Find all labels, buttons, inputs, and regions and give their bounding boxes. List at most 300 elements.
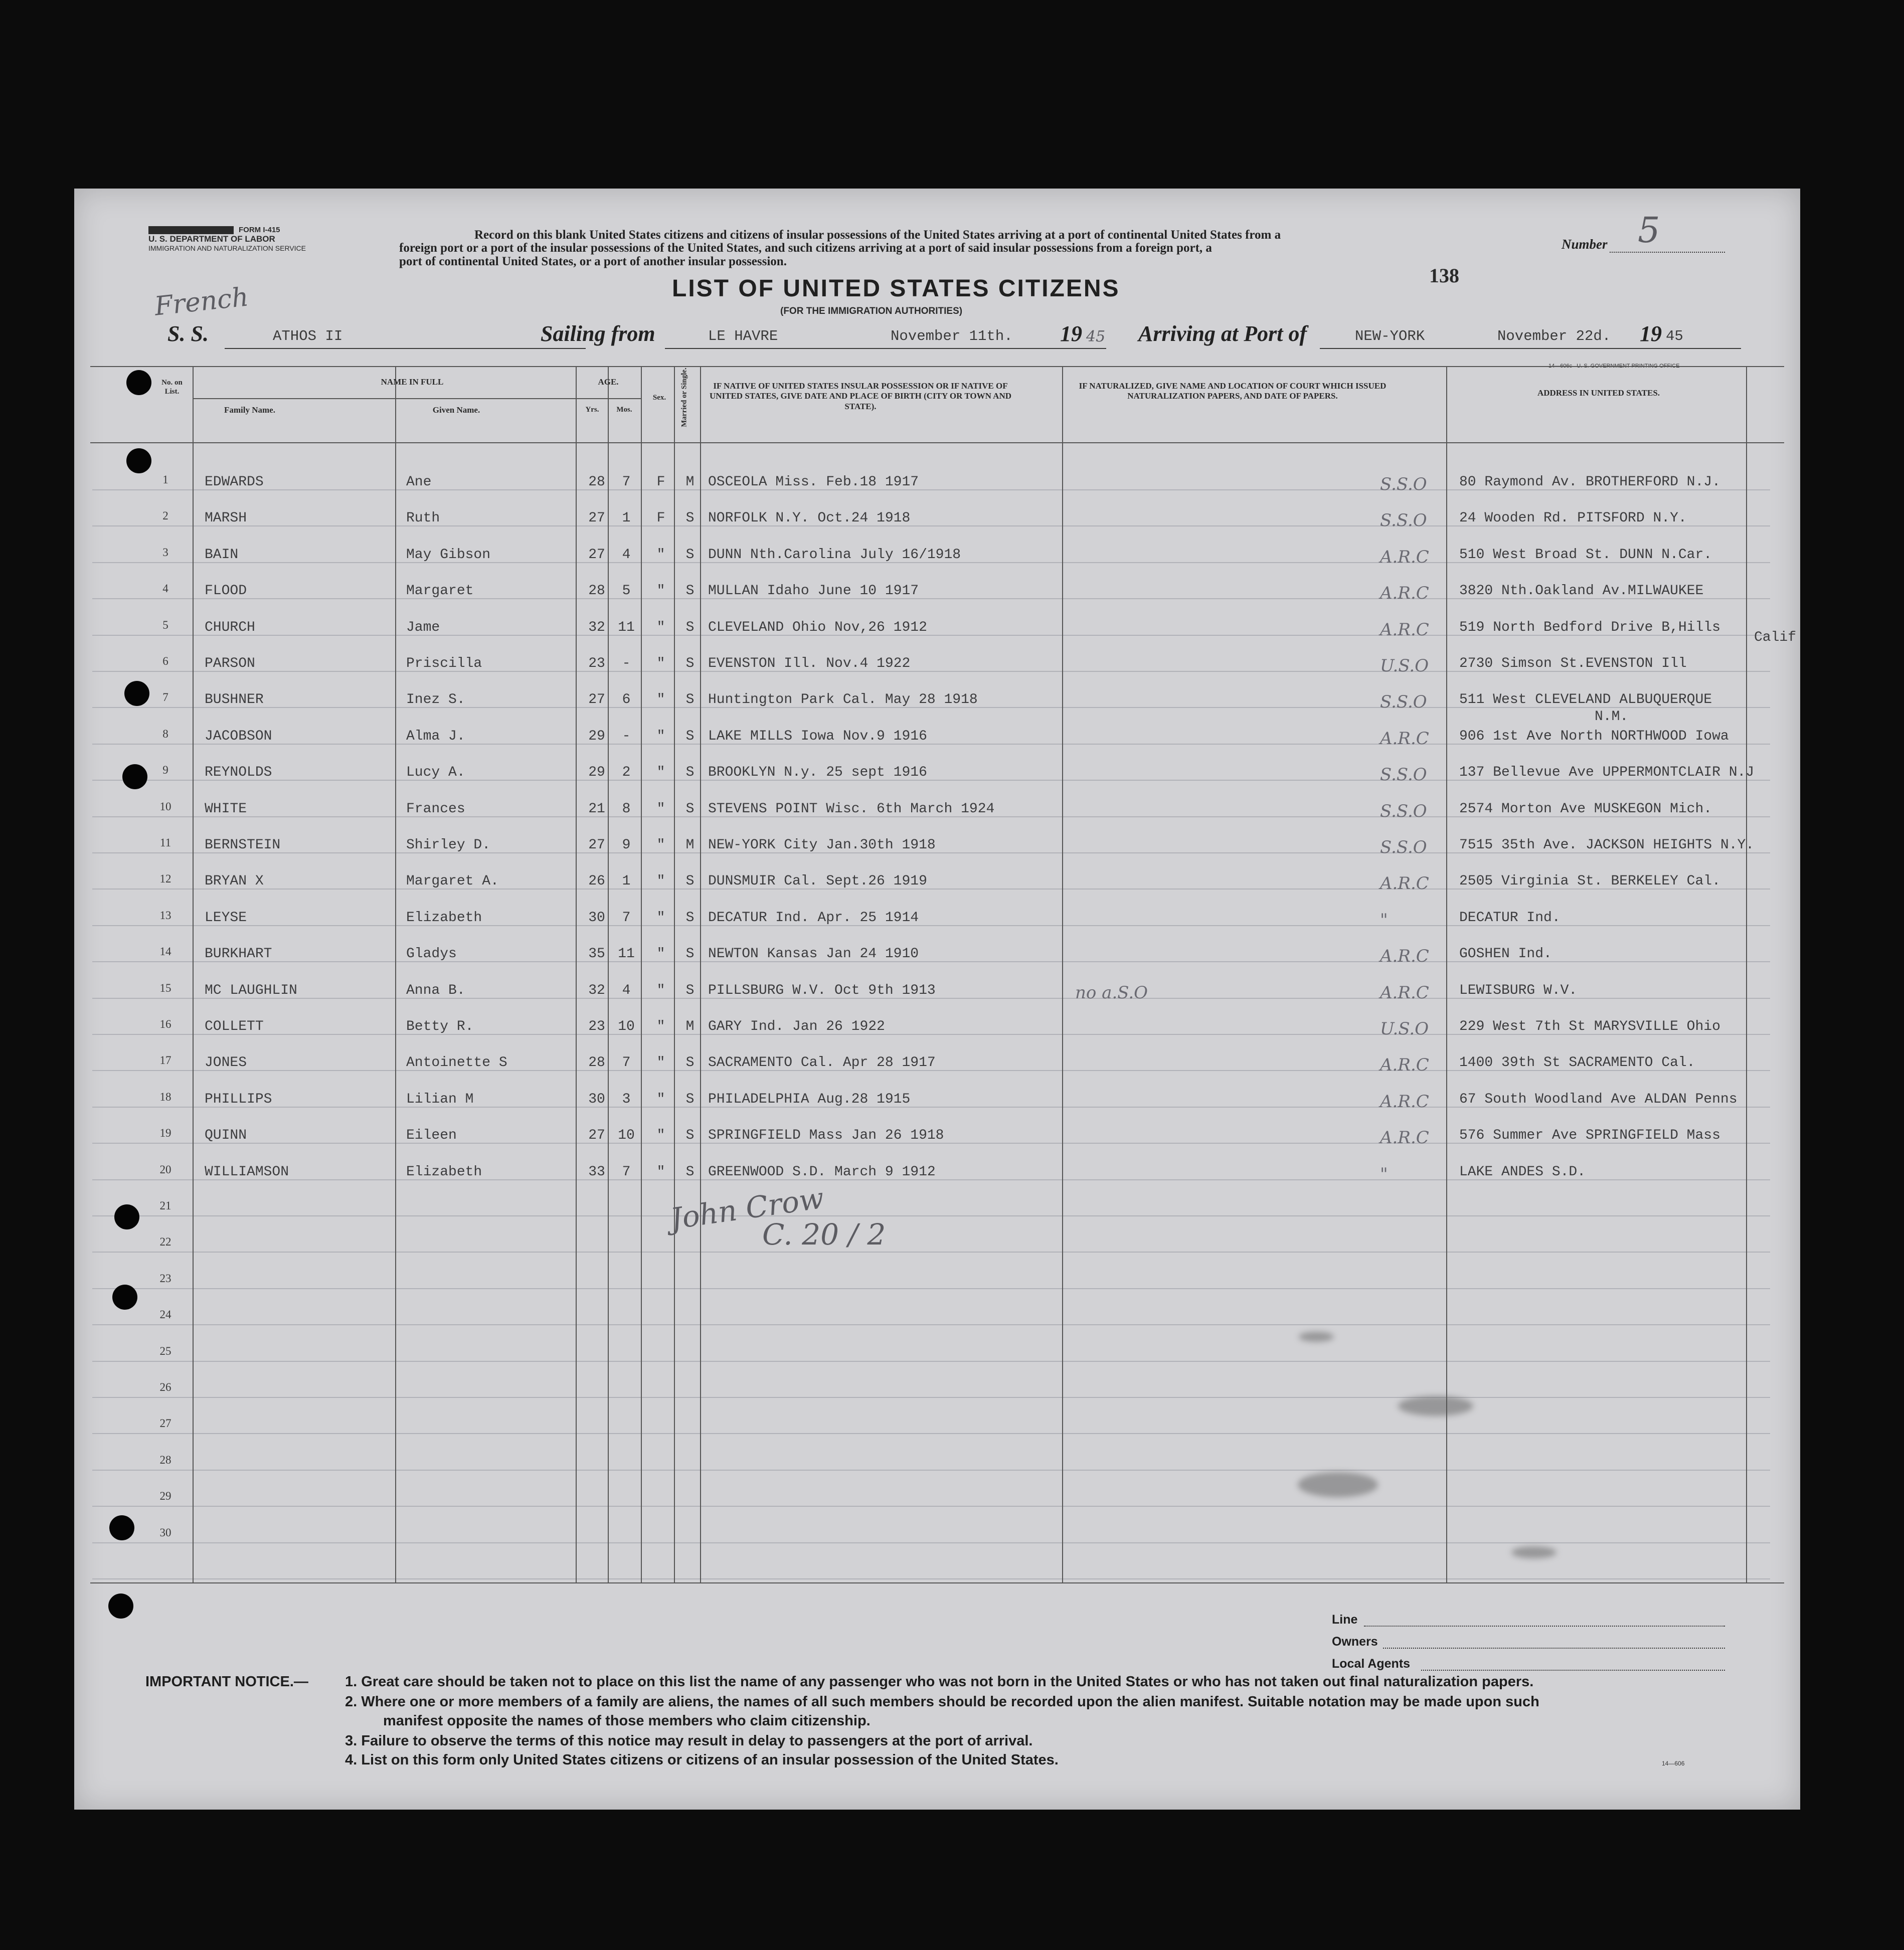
- marital-status-cell: S: [685, 1055, 695, 1071]
- sex-cell: ": [656, 837, 665, 853]
- name-subheader-border: [193, 398, 633, 399]
- marital-status-cell: S: [685, 692, 695, 708]
- sex-cell: ": [656, 583, 665, 599]
- address-overflow-nm: N.M.: [1595, 709, 1629, 725]
- ruled-line: [92, 1506, 1770, 1507]
- citizenship-mark-cell: A.R.C: [1380, 1128, 1429, 1148]
- sex-cell: ": [656, 619, 665, 635]
- address-cell: LAKE ANDES S.D.: [1459, 1164, 1586, 1180]
- given-name-cell: Anna B.: [406, 982, 465, 998]
- sex-cell: ": [656, 946, 665, 962]
- family-name-cell: BUSHNER: [205, 692, 264, 708]
- family-name-cell: BERNSTEIN: [205, 837, 281, 853]
- family-name-cell: CHURCH: [205, 619, 255, 635]
- given-name-cell: Shirley D.: [406, 837, 491, 853]
- marital-status-cell: S: [685, 765, 695, 781]
- col-naturalized: IF NATURALIZED, GIVE NAME AND LOCATION OF COURT WHICH ISSUED NATURALIZATION PAPERS, AND DATE OF PAPERS.: [1079, 381, 1387, 401]
- col-birthplace: IF NATIVE OF UNITED STATES INSULAR POSSESSION OR IF NATIVE OF UNITED STATES, GIVE DATE AND PLACE OF BIRTH (CITY OR TOWN AND STATE).: [709, 381, 1012, 411]
- col-family-name: Family Name.: [224, 405, 275, 415]
- family-name-cell: EDWARDS: [205, 474, 264, 490]
- arriving-label: Arriving at Port of: [1138, 321, 1307, 346]
- family-name-cell: WILLIAMSON: [205, 1164, 289, 1180]
- age-years-cell: 23: [588, 1019, 605, 1034]
- family-name-cell: JONES: [205, 1055, 247, 1071]
- row-number: 27: [159, 1417, 171, 1430]
- arrival-port: NEW-YORK: [1355, 328, 1425, 344]
- marital-status-cell: M: [685, 837, 695, 853]
- row-number: 24: [159, 1308, 171, 1321]
- header-bottom-border: [90, 442, 1784, 443]
- intro-line: foreign port or a port of the insular possessions of the United States, and such citizens arriving at a port of said insular possessions from a foreign port, a: [399, 241, 1212, 255]
- age-years-cell: 23: [588, 656, 605, 671]
- citizenship-mark-cell: A.R.C: [1380, 619, 1429, 640]
- sex-cell: ": [656, 982, 665, 998]
- address-cell: GOSHEN Ind.: [1459, 946, 1552, 962]
- birthplace-cell: SACRAMENTO Cal. Apr 28 1917: [708, 1055, 936, 1071]
- family-name-cell: COLLETT: [205, 1019, 264, 1034]
- row-number: 17: [159, 1054, 171, 1067]
- number-field: [1562, 237, 1608, 252]
- marital-status-cell: S: [685, 510, 695, 526]
- address-cell: 67 South Woodland Ave ALDAN Penns: [1459, 1091, 1738, 1107]
- col-age-mos: Mos.: [616, 406, 632, 414]
- row-number: 8: [162, 727, 168, 740]
- age-months-cell: 8: [622, 801, 631, 817]
- age-years-cell: 32: [588, 982, 605, 998]
- birthplace-cell: OSCEOLA Miss. Feb.18 1917: [708, 474, 919, 490]
- birthplace-cell: DUNN Nth.Carolina July 16/1918: [708, 547, 961, 563]
- address-cell: 3820 Nth.Oakland Av.MILWAUKEE: [1459, 583, 1704, 599]
- footer-owners-label: Owners: [1332, 1635, 1378, 1649]
- sex-cell: ": [656, 1128, 665, 1144]
- address-cell: 137 Bellevue Ave UPPERMONTCLAIR N.J: [1459, 765, 1755, 781]
- citizenship-mark-cell: A.R.C: [1380, 873, 1429, 894]
- address-cell: 906 1st Ave North NORTHWOOD Iowa: [1459, 728, 1729, 744]
- row-number: 2: [162, 509, 168, 522]
- sex-cell: F: [656, 510, 665, 526]
- given-name-cell: Margaret A.: [406, 873, 499, 890]
- age-months-cell: 1: [622, 873, 631, 890]
- birthplace-cell: DECATUR Ind. Apr. 25 1914: [708, 910, 919, 926]
- marital-status-cell: S: [685, 619, 695, 635]
- page-subtitle: (FOR THE IMMIGRATION AUTHORITIES): [780, 306, 963, 316]
- notice-2-cont: manifest opposite the names of those members who claim citizenship.: [383, 1713, 871, 1729]
- marital-status-cell: S: [685, 873, 695, 890]
- address-cell: 511 West CLEVELAND ALBUQUERQUE: [1459, 692, 1712, 708]
- sex-cell: F: [656, 474, 665, 490]
- address-cell: 2730 Simson St.EVENSTON Ill: [1459, 656, 1687, 671]
- arrival-date: November 22d.: [1497, 328, 1611, 344]
- col-divider: [193, 367, 194, 1582]
- sex-cell: ": [656, 1164, 665, 1180]
- birthplace-cell: STEVENS POINT Wisc. 6th March 1924: [708, 801, 995, 817]
- punch-hole: [126, 448, 151, 473]
- family-name-cell: BAIN: [205, 547, 239, 563]
- ruled-line: [92, 1324, 1770, 1325]
- age-months-cell: 4: [622, 982, 631, 998]
- age-months-cell: 10: [618, 1128, 635, 1144]
- ink-smudge: [1398, 1396, 1473, 1416]
- intro-text: [399, 229, 1568, 268]
- age-months-cell: 1: [622, 510, 631, 526]
- ink-smudge: [1298, 1472, 1378, 1497]
- number-value: 5: [1638, 210, 1660, 251]
- marital-status-cell: S: [685, 656, 695, 671]
- age-months-cell: 11: [618, 619, 635, 635]
- manifest-page: [74, 189, 1800, 1810]
- given-name-cell: Gladys: [406, 946, 457, 962]
- page-number: 138: [1429, 264, 1459, 287]
- citizenship-mark-cell: A.R.C: [1380, 728, 1429, 749]
- family-name-cell: JACOBSON: [205, 728, 272, 744]
- citizenship-mark-cell: ": [1380, 1164, 1388, 1184]
- notice-3: 3. Failure to observe the terms of this notice may result in delay to passengers at the port of arrival.: [345, 1733, 1033, 1749]
- notice-2: 2. Where one or more members of a family are aliens, the names of all such members should be recorded upon the alien manifest. Suitable notation may be made upon such: [345, 1694, 1539, 1710]
- department-block: [148, 226, 369, 252]
- birthplace-cell: NEW-YORK City Jan.30th 1918: [708, 837, 936, 853]
- age-years-cell: 27: [588, 1128, 605, 1144]
- birthplace-cell: DUNSMUIR Cal. Sept.26 1919: [708, 873, 927, 890]
- address-cell: 80 Raymond Av. BROTHERFORD N.J.: [1459, 474, 1720, 490]
- sex-cell: ": [656, 873, 665, 890]
- citizenship-mark-cell: ": [1380, 910, 1388, 930]
- col-address: ADDRESS IN UNITED STATES.: [1537, 388, 1660, 398]
- row-number: 4: [162, 582, 168, 595]
- table-top-border: [90, 366, 1784, 367]
- age-years-cell: 35: [588, 946, 605, 962]
- age-years-cell: 27: [588, 510, 605, 526]
- age-years-cell: 27: [588, 547, 605, 563]
- birthplace-cell: GREENWOOD S.D. March 9 1912: [708, 1164, 936, 1180]
- address-cell: 7515 35th Ave. JACKSON HEIGHTS N.Y.: [1459, 837, 1755, 853]
- ruled-line: [92, 1215, 1770, 1216]
- sex-cell: ": [656, 765, 665, 781]
- footer-form-code: 14—606: [1662, 1760, 1685, 1767]
- ink-smudge: [1299, 1332, 1334, 1342]
- given-name-cell: Betty R.: [406, 1019, 474, 1034]
- address-cell: DECATUR Ind.: [1459, 910, 1561, 926]
- footer-agents-field: [1421, 1670, 1725, 1671]
- age-months-cell: 2: [622, 765, 631, 781]
- department-name: U. S. DEPARTMENT OF LABOR: [148, 234, 275, 244]
- address-cell: 510 West Broad St. DUNN N.Car.: [1459, 547, 1712, 563]
- row-number: 22: [159, 1235, 171, 1249]
- marital-status-cell: S: [685, 583, 695, 599]
- address-cell: 2505 Virginia St. BERKELEY Cal.: [1459, 873, 1720, 890]
- marital-status-cell: S: [685, 801, 695, 817]
- ship-underline: [225, 348, 586, 349]
- row-number: 6: [162, 655, 168, 667]
- citizenship-mark-cell: S.S.O: [1380, 474, 1427, 494]
- birthplace-cell: NORFOLK N.Y. Oct.24 1918: [708, 510, 911, 526]
- age-years-cell: 28: [588, 583, 605, 599]
- intro-line: port of continental United States, or a port of another insular possession.: [399, 254, 787, 268]
- citizenship-mark-cell: A.R.C: [1380, 583, 1429, 604]
- family-name-cell: MC LAUGHLIN: [205, 982, 297, 998]
- notice-1: 1. Great care should be taken not to place on this list the name of any passenger who was not born in the United States or who has not taken out final naturalization papers.: [345, 1674, 1534, 1690]
- row-number: 14: [159, 945, 171, 958]
- row-number: 11: [159, 836, 171, 849]
- sex-cell: ": [656, 547, 665, 563]
- naturalization-note-cell: no a.S.O: [1075, 982, 1148, 1003]
- ruled-line: [92, 1288, 1770, 1289]
- given-name-cell: Margaret: [406, 583, 474, 599]
- given-name-cell: Ruth: [406, 510, 440, 526]
- birthplace-cell: PHILADELPHIA Aug.28 1915: [708, 1091, 911, 1107]
- age-years-cell: 33: [588, 1164, 605, 1180]
- col-age: AGE.: [598, 377, 619, 387]
- family-name-cell: REYNOLDS: [205, 765, 272, 781]
- row-number: 21: [159, 1199, 171, 1212]
- punch-hole: [108, 1593, 133, 1619]
- family-name-cell: QUINN: [205, 1128, 247, 1144]
- address-cell: 519 North Bedford Drive B,Hills: [1459, 619, 1720, 635]
- age-years-cell: 26: [588, 873, 605, 890]
- table-bottom-border: [90, 1582, 1784, 1583]
- age-months-cell: -: [622, 656, 631, 671]
- family-name-cell: LEYSE: [205, 910, 247, 926]
- address-cell: 576 Summer Ave SPRINGFIELD Mass: [1459, 1128, 1720, 1144]
- footer-line-label: Line: [1332, 1613, 1358, 1627]
- birthplace-cell: SPRINGFIELD Mass Jan 26 1918: [708, 1128, 944, 1144]
- punch-hole: [114, 1204, 139, 1229]
- birthplace-cell: LAKE MILLS Iowa Nov.9 1916: [708, 728, 927, 744]
- row-number: 16: [159, 1018, 171, 1030]
- age-months-cell: 10: [618, 1019, 635, 1034]
- sex-cell: ": [656, 1055, 665, 1071]
- age-months-cell: 7: [622, 1164, 631, 1180]
- row-number: 13: [159, 909, 171, 922]
- punch-hole: [126, 370, 151, 395]
- row-number: 30: [159, 1526, 171, 1539]
- redacted-form-stamp: [148, 226, 234, 234]
- address-cell: LEWISBURG W.V.: [1459, 982, 1578, 998]
- col-age-yrs: Yrs.: [585, 406, 599, 414]
- ss-label: S. S.: [167, 321, 209, 346]
- row-number: 28: [159, 1453, 171, 1466]
- birthplace-cell: CLEVELAND Ohio Nov,26 1912: [708, 619, 927, 635]
- footer-line-field: [1364, 1626, 1725, 1627]
- marital-status-cell: S: [685, 1091, 695, 1107]
- departure-date: November 11th.: [891, 328, 1013, 344]
- annotation-french: French: [153, 282, 250, 322]
- marital-status-cell: S: [685, 910, 695, 926]
- ruled-line: [92, 1433, 1770, 1434]
- age-months-cell: 7: [622, 910, 631, 926]
- citizenship-mark-cell: A.R.C: [1380, 547, 1429, 567]
- year-suffix-1: 45: [1086, 328, 1106, 345]
- departure-port: LE HAVRE: [708, 328, 778, 344]
- ink-smudge: [1511, 1546, 1556, 1558]
- age-years-cell: 27: [588, 837, 605, 853]
- age-months-cell: 7: [622, 474, 631, 490]
- year-prefix-2: 19: [1640, 321, 1662, 346]
- number-underline: [1610, 252, 1725, 253]
- col-divider: [1746, 367, 1747, 1582]
- age-months-cell: 3: [622, 1091, 631, 1107]
- row-number: 15: [159, 981, 171, 994]
- col-divider: [1062, 367, 1063, 1582]
- notice-label: IMPORTANT NOTICE.—: [145, 1674, 308, 1690]
- ruled-line: [92, 1470, 1770, 1471]
- age-years-cell: 30: [588, 1091, 605, 1107]
- signature-note: C. 20 / 2: [762, 1217, 886, 1252]
- col-divider: [576, 367, 577, 1582]
- row-number: 3: [162, 546, 168, 559]
- row-number: 10: [159, 800, 171, 813]
- punch-hole: [112, 1285, 137, 1310]
- sex-cell: ": [656, 910, 665, 926]
- address-overflow-calif: Calif: [1754, 630, 1797, 645]
- given-name-cell: Lilian M: [406, 1091, 474, 1107]
- age-years-cell: 21: [588, 801, 605, 817]
- given-name-cell: Priscilla: [406, 656, 482, 671]
- age-months-cell: 6: [622, 692, 631, 708]
- sailing-label: Sailing from: [541, 321, 655, 346]
- address-cell: 1400 39th St SACRAMENTO Cal.: [1459, 1055, 1695, 1071]
- sex-cell: ": [656, 692, 665, 708]
- citizenship-mark-cell: U.S.O: [1380, 1019, 1429, 1039]
- marital-status-cell: M: [685, 1019, 695, 1034]
- punch-hole: [109, 1515, 134, 1540]
- footer-agents-label: Local Agents: [1332, 1657, 1411, 1671]
- given-name-cell: Ane: [406, 474, 432, 490]
- family-name-cell: BURKHART: [205, 946, 272, 962]
- col-divider: [395, 367, 396, 1582]
- col-given-name: Given Name.: [432, 405, 480, 415]
- age-years-cell: 32: [588, 619, 605, 635]
- age-months-cell: 4: [622, 547, 631, 563]
- given-name-cell: Frances: [406, 801, 465, 817]
- family-name-cell: WHITE: [205, 801, 247, 817]
- col-married-single: Married or Single.: [680, 368, 688, 427]
- age-months-cell: 9: [622, 837, 631, 853]
- birthplace-cell: MULLAN Idaho June 10 1917: [708, 583, 919, 599]
- address-cell: 2574 Morton Ave MUSKEGON Mich.: [1459, 801, 1712, 817]
- number-label: Number: [1562, 237, 1608, 252]
- birthplace-cell: Huntington Park Cal. May 28 1918: [708, 692, 978, 708]
- ruled-line: [92, 1361, 1770, 1362]
- family-name-cell: PHILLIPS: [205, 1091, 272, 1107]
- citizenship-mark-cell: A.R.C: [1380, 1055, 1429, 1076]
- citizenship-mark-cell: A.R.C: [1380, 946, 1429, 967]
- sex-cell: ": [656, 728, 665, 744]
- ruled-line: [92, 1252, 1770, 1253]
- family-name-cell: FLOOD: [205, 583, 247, 599]
- signature-name: John Crow: [668, 1180, 826, 1236]
- citizenship-mark-cell: S.S.O: [1380, 692, 1427, 713]
- row-number: 18: [159, 1090, 171, 1103]
- punch-hole: [124, 681, 149, 706]
- marital-status-cell: S: [685, 1128, 695, 1144]
- age-years-cell: 30: [588, 910, 605, 926]
- service-name: IMMIGRATION AND NATURALIZATION SERVICE: [148, 244, 306, 252]
- given-name-cell: May Gibson: [406, 547, 491, 563]
- birthplace-cell: GARY Ind. Jan 26 1922: [708, 1019, 885, 1034]
- birthplace-cell: PILLSBURG W.V. Oct 9th 1913: [708, 982, 936, 998]
- given-name-cell: Antoinette S: [406, 1055, 507, 1071]
- age-months-cell: -: [622, 728, 631, 744]
- given-name-cell: Elizabeth: [406, 910, 482, 926]
- marital-status-cell: M: [685, 474, 695, 490]
- row-number: 26: [159, 1381, 171, 1393]
- citizenship-mark-cell: S.S.O: [1380, 837, 1427, 857]
- arrival-underline: [1320, 348, 1741, 349]
- address-cell: 24 Wooden Rd. PITSFORD N.Y.: [1459, 510, 1687, 526]
- year-suffix-2: 45: [1666, 328, 1683, 344]
- birthplace-cell: EVENSTON Ill. Nov.4 1922: [708, 656, 911, 671]
- marital-status-cell: S: [685, 547, 695, 563]
- page-title: LIST OF UNITED STATES CITIZENS: [672, 275, 1120, 302]
- col-no-on-list: No. on List.: [161, 379, 183, 396]
- address-cell: 229 West 7th St MARYSVILLE Ohio: [1459, 1019, 1720, 1034]
- citizenship-mark-cell: S.S.O: [1380, 510, 1427, 531]
- row-number: 25: [159, 1344, 171, 1357]
- marital-status-cell: S: [685, 728, 695, 744]
- sex-cell: ": [656, 1019, 665, 1034]
- given-name-cell: Jame: [406, 619, 440, 635]
- marital-status-cell: S: [685, 982, 695, 998]
- sailing-underline: [665, 348, 1106, 349]
- footer-owners-field: [1383, 1648, 1725, 1649]
- year-prefix-1: 19: [1060, 321, 1082, 346]
- given-name-cell: Lucy A.: [406, 765, 465, 781]
- citizenship-mark-cell: S.S.O: [1380, 765, 1427, 785]
- sex-cell: ": [656, 656, 665, 671]
- given-name-cell: Inez S.: [406, 692, 465, 708]
- family-name-cell: MARSH: [205, 510, 247, 526]
- family-name-cell: PARSON: [205, 656, 255, 671]
- birthplace-cell: BROOKLYN N.y. 25 sept 1916: [708, 765, 927, 781]
- birthplace-cell: NEWTON Kansas Jan 24 1910: [708, 946, 919, 962]
- citizenship-mark-cell: A.R.C: [1380, 982, 1429, 1003]
- age-years-cell: 28: [588, 1055, 605, 1071]
- ruled-line: [92, 1542, 1770, 1543]
- marital-status-cell: S: [685, 1164, 695, 1180]
- row-number: 7: [162, 691, 168, 704]
- row-number: 9: [162, 764, 168, 777]
- row-number: 19: [159, 1127, 171, 1140]
- age-months-cell: 5: [622, 583, 631, 599]
- row-number: 12: [159, 872, 171, 885]
- row-number: 5: [162, 618, 168, 631]
- age-years-cell: 29: [588, 765, 605, 781]
- citizenship-mark-cell: S.S.O: [1380, 801, 1427, 821]
- given-name-cell: Elizabeth: [406, 1164, 482, 1180]
- intro-line: Record on this blank United States citizens and citizens of insular possessions of the United States arriving at a port of continental United States from a: [474, 228, 1281, 242]
- row-number: 29: [159, 1490, 171, 1503]
- row-number: 23: [159, 1272, 171, 1285]
- age-years-cell: 28: [588, 474, 605, 490]
- col-sex: Sex.: [652, 394, 666, 402]
- citizenship-mark-cell: U.S.O: [1380, 656, 1429, 676]
- age-months-cell: 11: [618, 946, 635, 962]
- punch-hole: [122, 764, 147, 789]
- age-years-cell: 29: [588, 728, 605, 744]
- ship-name: ATHOS II: [273, 328, 343, 344]
- age-years-cell: 27: [588, 692, 605, 708]
- sex-cell: ": [656, 801, 665, 817]
- ruled-line: [92, 1578, 1770, 1579]
- given-name-cell: Alma J.: [406, 728, 465, 744]
- citizenship-mark-cell: A.R.C: [1380, 1091, 1429, 1112]
- ruled-line: [92, 1397, 1770, 1398]
- age-months-cell: 7: [622, 1055, 631, 1071]
- sex-cell: ": [656, 1091, 665, 1107]
- marital-status-cell: S: [685, 946, 695, 962]
- row-number: 20: [159, 1163, 171, 1176]
- notice-4: 4. List on this form only United States citizens or citizens of an insular possession of the United States.: [345, 1752, 1059, 1768]
